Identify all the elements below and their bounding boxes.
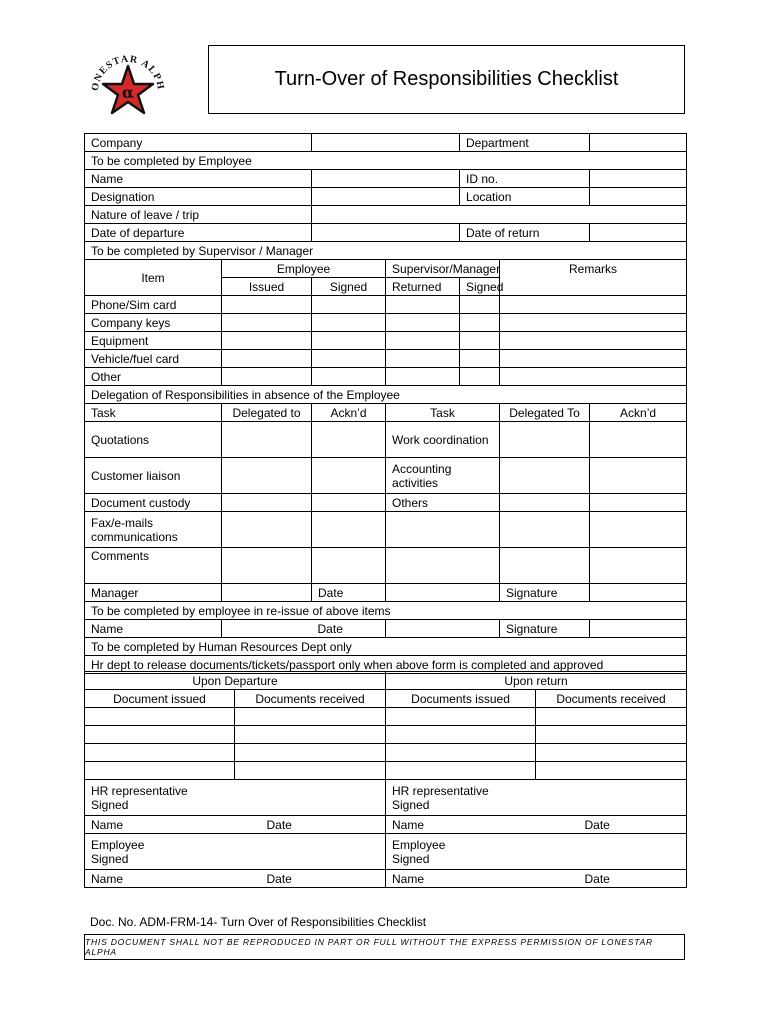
- company-logo: [84, 44, 172, 132]
- signed-field[interactable]: [460, 350, 500, 368]
- name-date-row[interactable]: [85, 816, 386, 834]
- manager-field[interactable]: [222, 584, 312, 602]
- delegated-to-header: Delegated to: [222, 404, 312, 422]
- comments-field[interactable]: [500, 548, 590, 584]
- name-field[interactable]: [312, 170, 460, 188]
- supervisor-manager-header: Supervisor/Manager: [386, 260, 500, 278]
- date-label: Date: [266, 871, 292, 886]
- employee-label: Employee: [91, 837, 145, 852]
- delegated-to-field[interactable]: [500, 512, 590, 548]
- delegated-to-field[interactable]: [500, 494, 590, 512]
- signed-header: Signed: [460, 278, 500, 296]
- issued-header: Issued: [222, 278, 312, 296]
- delegated-to-field[interactable]: [222, 458, 312, 494]
- issued-field[interactable]: [222, 368, 312, 386]
- task-accounting-activities: Accounting activities: [386, 458, 500, 494]
- logo-alpha-symbol: α: [121, 83, 135, 102]
- name-field[interactable]: [222, 620, 312, 638]
- hr-rep-return-signoff[interactable]: [386, 780, 687, 816]
- returned-field[interactable]: [386, 368, 460, 386]
- date-label: Date: [584, 817, 610, 832]
- delegated-to-field[interactable]: [222, 422, 312, 458]
- location-label: Location: [460, 188, 590, 206]
- acknd-field[interactable]: [590, 458, 687, 494]
- issued-field[interactable]: [222, 314, 312, 332]
- checklist-form: [84, 133, 687, 674]
- document-issued-field[interactable]: [85, 726, 235, 744]
- section-header-supervisor: To be completed by Supervisor / Manager: [85, 242, 687, 260]
- item-label: Company keys: [85, 314, 222, 332]
- hr-representative-label: HR representative: [392, 783, 489, 798]
- name-date-row[interactable]: [386, 816, 687, 834]
- section-header-delegation: Delegation of Responsibilities in absence of the Employee: [85, 386, 687, 404]
- document-issued-field[interactable]: [85, 708, 235, 726]
- comments-field[interactable]: [590, 548, 687, 584]
- documents-received-field[interactable]: [536, 726, 687, 744]
- task-header: Task: [85, 404, 222, 422]
- signed-field[interactable]: [312, 350, 386, 368]
- employee-departure-signoff[interactable]: [85, 834, 386, 870]
- remarks-cell[interactable]: [500, 278, 687, 296]
- task-work-coordination: Work coordination: [386, 422, 500, 458]
- task-quotations: Quotations: [85, 422, 222, 458]
- nature-of-leave-field[interactable]: [312, 206, 687, 224]
- company-label: Company: [85, 134, 312, 152]
- returned-header: Returned: [386, 278, 460, 296]
- documents-received-field[interactable]: [536, 762, 687, 780]
- documents-received-field[interactable]: [235, 762, 386, 780]
- returned-field[interactable]: [386, 296, 460, 314]
- date-field[interactable]: [386, 584, 500, 602]
- signed-field[interactable]: [460, 332, 500, 350]
- signed-label: Signed: [91, 797, 129, 812]
- returned-field[interactable]: [386, 350, 460, 368]
- signed-label: Signed: [392, 851, 430, 866]
- acknd-field[interactable]: [590, 422, 687, 458]
- issued-field[interactable]: [222, 296, 312, 314]
- documents-received-field[interactable]: [235, 744, 386, 762]
- item-label: Phone/Sim card: [85, 296, 222, 314]
- date-of-return-field[interactable]: [590, 224, 687, 242]
- acknd-field[interactable]: [590, 512, 687, 548]
- document-issued-field[interactable]: [85, 762, 235, 780]
- name-date-row[interactable]: [85, 870, 386, 888]
- remarks-header: Remarks: [500, 260, 687, 278]
- delegated-to-header: Delegated To: [500, 404, 590, 422]
- remarks-field[interactable]: [500, 296, 687, 314]
- documents-received-field[interactable]: [536, 744, 687, 762]
- signed-field[interactable]: [312, 314, 386, 332]
- logo-arc-text: ONESTAR ALPH: [89, 53, 167, 92]
- task-fax-emails: Fax/e-mails communications: [85, 512, 222, 548]
- signature-field[interactable]: [590, 584, 687, 602]
- date-of-departure-field[interactable]: [312, 224, 460, 242]
- date-label: Date: [584, 871, 610, 886]
- item-label: Vehicle/fuel card: [85, 350, 222, 368]
- signed-field[interactable]: [460, 314, 500, 332]
- documents-received-header: Documents received: [536, 690, 687, 708]
- designation-label: Designation: [85, 188, 312, 206]
- date-label: Date: [312, 584, 386, 602]
- signed-field[interactable]: [460, 368, 500, 386]
- item-header: Item: [85, 260, 222, 296]
- comments-field[interactable]: [386, 548, 500, 584]
- documents-issued-field[interactable]: [386, 726, 536, 744]
- designation-field[interactable]: [312, 188, 460, 206]
- hr-rep-departure-signoff[interactable]: [85, 780, 386, 816]
- signed-label: Signed: [91, 851, 129, 866]
- documents-received-header: Documents received: [235, 690, 386, 708]
- comments-field[interactable]: [312, 548, 386, 584]
- date-field[interactable]: [386, 620, 500, 638]
- name-date-row[interactable]: [386, 870, 687, 888]
- reproduction-notice: THIS DOCUMENT SHALL NOT BE REPRODUCED IN PART OR FULL WITHOUT THE EXPRESS PERMISSION OF LONESTAR ALPHA: [85, 937, 653, 957]
- id-no-field[interactable]: [590, 170, 687, 188]
- hr-representative-label: HR representative: [91, 783, 188, 798]
- documents-received-field[interactable]: [235, 708, 386, 726]
- acknd-header: Ackn’d: [312, 404, 386, 422]
- employee-label: Employee: [392, 837, 446, 852]
- upon-return-header: Upon return: [386, 672, 687, 690]
- comments-field[interactable]: [222, 548, 312, 584]
- signoff-table: [84, 779, 687, 888]
- documents-received-field[interactable]: [235, 726, 386, 744]
- delegated-to-field[interactable]: [500, 458, 590, 494]
- name-label: Name: [85, 170, 312, 188]
- date-of-return-label: Date of return: [460, 224, 590, 242]
- task-customer-liaison: Customer liaison: [85, 458, 222, 494]
- remarks-field[interactable]: [500, 368, 687, 386]
- signed-label: Signed: [392, 797, 430, 812]
- issued-field[interactable]: [222, 350, 312, 368]
- signed-field[interactable]: [312, 368, 386, 386]
- hr-release-note: Hr dept to release documents/tickets/passport only when above form is completed and approved: [85, 656, 687, 674]
- documents-issued-field[interactable]: [386, 762, 536, 780]
- name-label: Name: [91, 871, 124, 886]
- remarks-field[interactable]: [500, 350, 687, 368]
- documents-received-field[interactable]: [536, 708, 687, 726]
- acknd-field[interactable]: [312, 512, 386, 548]
- document-issued-field[interactable]: [85, 744, 235, 762]
- name-label: Name: [392, 817, 425, 832]
- department-field[interactable]: [590, 134, 687, 152]
- name-label: Name: [91, 817, 124, 832]
- reproduction-notice-box: [84, 934, 685, 960]
- signature-field[interactable]: [590, 620, 687, 638]
- upon-departure-header: Upon Departure: [85, 672, 386, 690]
- item-label: Other: [85, 368, 222, 386]
- acknd-header: Ackn’d: [590, 404, 687, 422]
- manager-label: Manager: [85, 584, 222, 602]
- returned-field[interactable]: [386, 314, 460, 332]
- department-label: Department: [460, 134, 590, 152]
- employee-return-signoff[interactable]: [386, 834, 687, 870]
- item-label: Equipment: [85, 332, 222, 350]
- task-others: Others: [386, 494, 500, 512]
- signed-field[interactable]: [312, 296, 386, 314]
- remarks-field[interactable]: [500, 314, 687, 332]
- documents-issued-field[interactable]: [386, 744, 536, 762]
- delegated-to-field[interactable]: [222, 512, 312, 548]
- company-field[interactable]: [312, 134, 460, 152]
- returned-field[interactable]: [386, 332, 460, 350]
- signed-field[interactable]: [312, 332, 386, 350]
- signed-field[interactable]: [460, 296, 500, 314]
- document-issued-header: Document issued: [85, 690, 235, 708]
- comments-label: Comments: [85, 548, 222, 584]
- form-row: [85, 134, 687, 152]
- section-header-reissue: To be completed by employee in re-issue of above items: [85, 602, 687, 620]
- acknd-field[interactable]: [312, 422, 386, 458]
- lonestar-star-icon: [84, 44, 172, 132]
- task-field[interactable]: [386, 512, 500, 548]
- name-label: Name: [85, 620, 222, 638]
- delegated-to-field[interactable]: [222, 494, 312, 512]
- page-title: Turn-Over of Responsibilities Checklist: [274, 68, 619, 90]
- signature-label: Signature: [500, 584, 590, 602]
- location-field[interactable]: [590, 188, 687, 206]
- signed-header: Signed: [312, 278, 386, 296]
- acknd-field[interactable]: [312, 458, 386, 494]
- form-title-box: [208, 45, 685, 114]
- issued-field[interactable]: [222, 332, 312, 350]
- employee-header: Employee: [222, 260, 386, 278]
- date-label: Date: [312, 620, 386, 638]
- date-label: Date: [266, 817, 292, 832]
- section-header-hr: To be completed by Human Resources Dept only: [85, 638, 687, 656]
- hr-documents-table: [84, 671, 687, 780]
- id-no-label: ID no.: [460, 170, 590, 188]
- acknd-field[interactable]: [590, 494, 687, 512]
- remarks-field[interactable]: [500, 332, 687, 350]
- documents-issued-header: Documents issued: [386, 690, 536, 708]
- date-of-departure-label: Date of departure: [85, 224, 312, 242]
- documents-issued-field[interactable]: [386, 708, 536, 726]
- task-document-custody: Document custody: [85, 494, 222, 512]
- nature-of-leave-label: Nature of leave / trip: [85, 206, 312, 224]
- document-number: Doc. No. ADM-FRM-14- Turn Over of Responsibilities Checklist: [90, 915, 427, 929]
- delegated-to-field[interactable]: [500, 422, 590, 458]
- name-label: Name: [392, 871, 425, 886]
- section-header-employee: To be completed by Employee: [85, 152, 687, 170]
- signature-label: Signature: [500, 620, 590, 638]
- acknd-field[interactable]: [312, 494, 386, 512]
- task-header: Task: [386, 404, 500, 422]
